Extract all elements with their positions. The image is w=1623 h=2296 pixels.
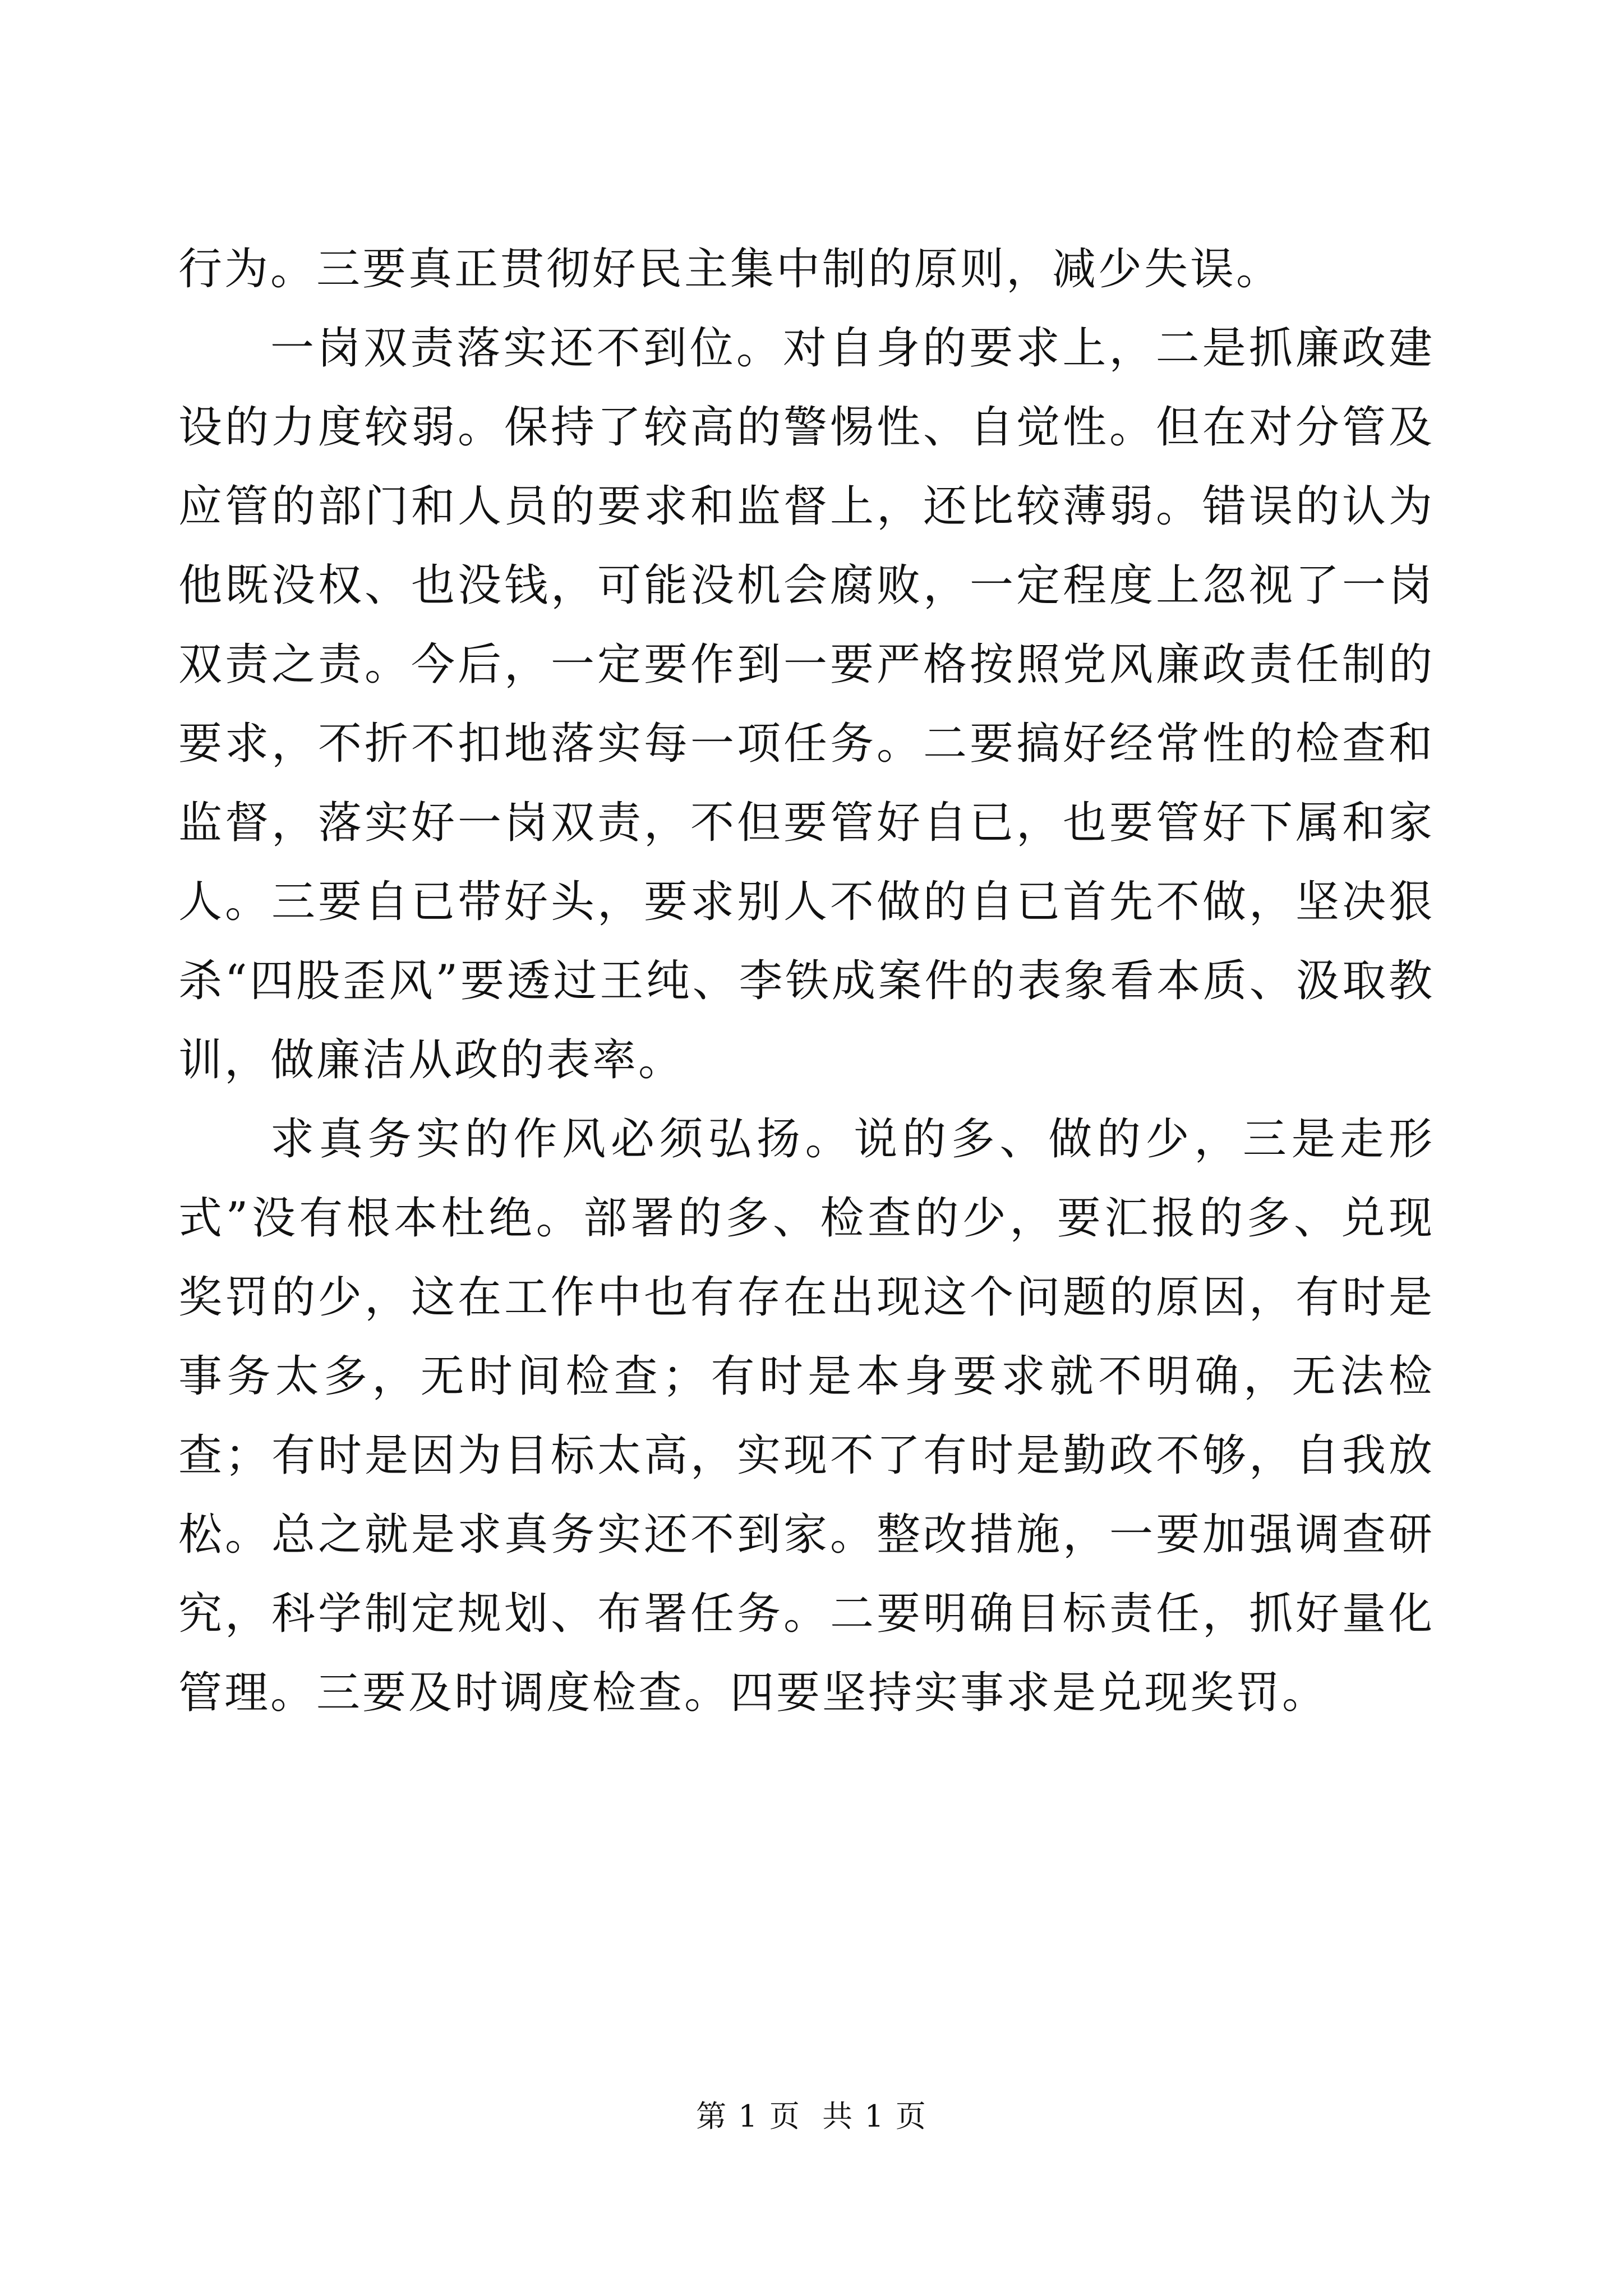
paragraph-1: 行为。三要真正贯彻好民主集中制的原则，减少失误。 (178, 244, 1283, 295)
document-body (178, 230, 1435, 1733)
page-footer (0, 2097, 1623, 2136)
page-number-label: 第 1 页 共 1 页 (696, 2099, 927, 2134)
paragraph-2: 一岗双责落实还不到位。对自身的要求上，二是抓廉政建设的力度较弱。保持了较高的警惕性、自觉性。但在对分管及应管的部门和人员的要求和监督上，还比较薄弱。错误的认为他既没权、也没钱，可能没机会腐败，一定程度上忽视了一岗双责之责。今后，一定要作到一要严格按照党风廉政责任制的要求，不折不扣地落实每一项任务。二要搞好经常性的检查和监督，落实好一岗双责，不但要管好自已，也要管好下属和家人。三要自已带好头，要求别人不做的自已首先不做，坚决狠杀“四股歪风”要透过王纯、李铁成案件的表象看本质、汲取教训，做廉洁从政的表率。 (178, 323, 1435, 1085)
paragraph-3: 求真务实的作风必须弘扬。说的多、做的少，三是走形式”没有根本杜绝。部署的多、检查的少，要汇报的多、兑现奖罚的少，这在工作中也有存在出现这个问题的原因，有时是事务太多，无时间检查；有时是本身要求就不明确，无法检查；有时是因为目标太高，实现不了有时是勤政不够，自我放松。总之就是求真务实还不到家。整改措施，一要加强调查研究，科学制定规划、布署任务。二要明确目标责任，抓好量化管理。三要及时调度检查。四要坚持实事求是兑现奖罚。 (178, 1114, 1435, 1718)
